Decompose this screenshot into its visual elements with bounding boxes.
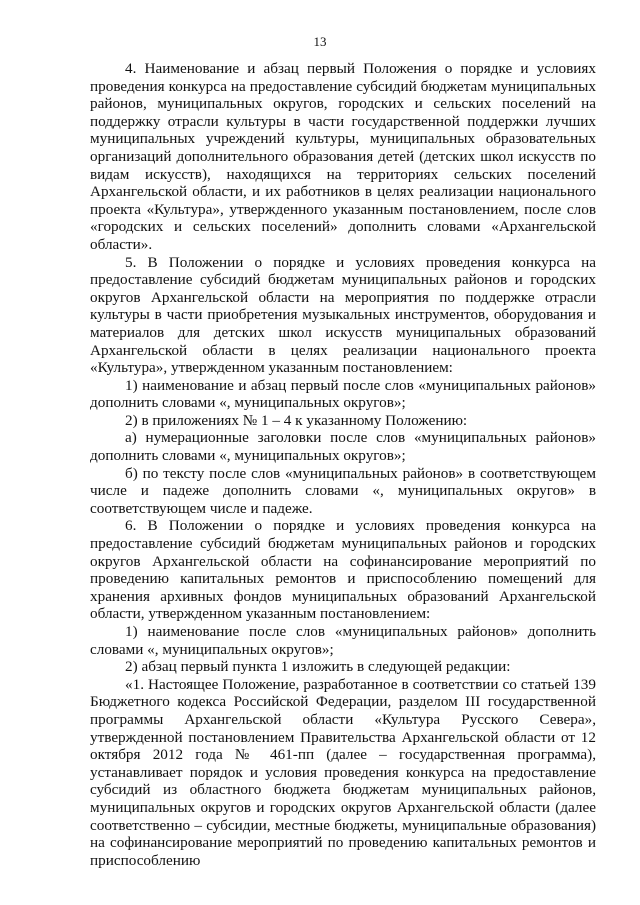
paragraph-subitem-5-1: 1) наименование и абзац первый после слов «муниципальных районов» дополнить словами «, муниципальных округов»; <box>90 376 596 412</box>
paragraph-item-4: 4. Наименование и абзац первый Положения о порядке и условиях проведения конкурса на предоставление субсидий бюджетам муниципальных районов, муниципальных округов, городских и сельских поселений на поддержку отрасли культуры в части государственной поддержки лучших муниципальных учреждений культуры, муниципальных образовательных организаций дополнительного образования детей (детских школ искусств по видам искусств), находящихся на территориях сельских поселений Архангельской области, и их работников в целях реализации национального проекта «Культура», утвержденного указанным постановлением, после слов «городских и сельских поселений» дополнить словами «Архангельской области». <box>90 60 596 253</box>
paragraph-subitem-5-2-b: б) по тексту после слов «муниципальных районов» в соответствующем числе и падеже дополнить словами «, муниципальных округов» в соответствующем числе и падеже. <box>90 464 596 517</box>
document-body <box>90 60 596 869</box>
paragraph-item-6: 6. В Положении о порядке и условиях проведения конкурса на предоставление субсидий бюджетам муниципальных районов и городских округов Архангельской области на софинансирование мероприятий по проведению капитальных ремонтов и приспособлению помещений для хранения архивных фондов муниципальных образований Архангельской области, утвержденном указанным постановлением: <box>90 517 596 623</box>
paragraph-subitem-6-1: 1) наименование после слов «муниципальных районов» дополнить словами «, муниципальных округов»; <box>90 623 596 658</box>
page-number: 13 <box>313 34 327 49</box>
paragraph-subitem-6-2: 2) абзац первый пункта 1 изложить в следующей редакции: <box>125 658 511 676</box>
paragraph-quoted-point-1: «1. Настоящее Положение, разработанное в соответствии со статьей 139 Бюджетного кодекса Российской Федерации, разделом III государственной программы Архангельской области «Культура Русского Севера», утвержденной постановлением Правительства Архангельской области от 12 октября 2012 года № 461-пп (далее – государственная программа), устанавливает порядок и условия проведения конкурса на предоставление субсидий из областного бюджета бюджетам муниципальных районов, муниципальных округов и городских округов Архангельской области (далее соответственно – субсидии, местные бюджеты, муниципальные образования) на софинансирование мероприятий по проведению капитальных ремонтов и приспособлению <box>90 675 596 869</box>
paragraph-subitem-5-2: 2) в приложениях № 1 – 4 к указанному Положению: <box>125 411 468 429</box>
paragraph-subitem-5-2-a: а) нумерационные заголовки после слов «муниципальных районов» дополнить словами «, муниципальных округов»; <box>90 429 596 465</box>
paragraph-item-5: 5. В Положении о порядке и условиях проведения конкурса на предоставление субсидий бюджетам муниципальных районов и городских округов Архангельской области на мероприятия по поддержке отрасли культуры в части приобретения музыкальных инструментов, оборудования и материалов для детских школ искусств муниципальных образований Архангельской области в целях реализации национального проекта «Культура», утвержденном указанным постановлением: <box>90 253 596 377</box>
